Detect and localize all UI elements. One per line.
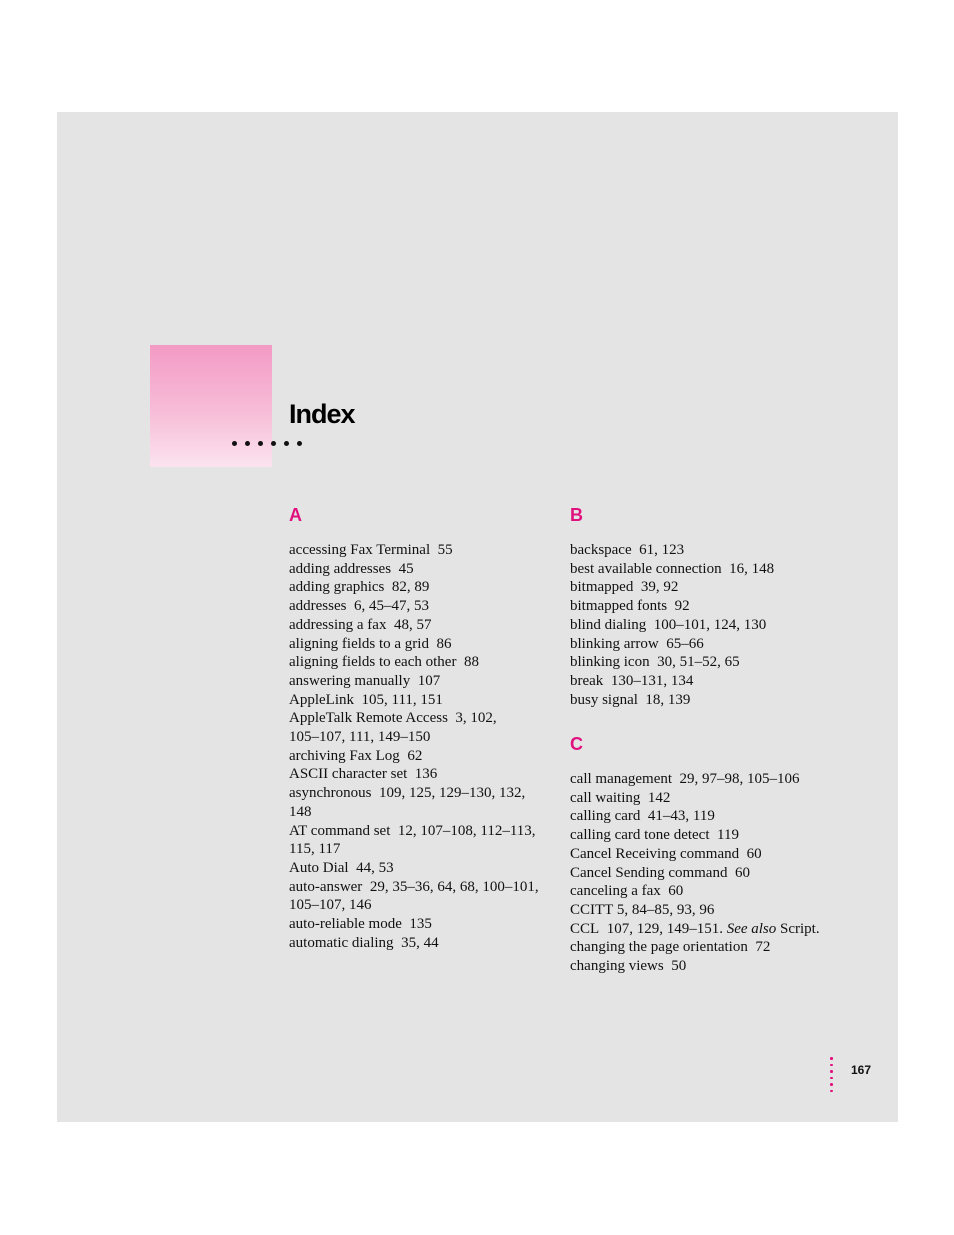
index-term: calling card tone detect [570,827,710,844]
dot [830,1077,833,1080]
index-list-c [570,770,860,976]
dot [245,441,250,446]
index-pages: 86 [436,635,452,652]
index-term: blinking arrow [570,635,659,652]
index-pages: 6, 45–47, 53 [353,598,429,615]
index-entry [289,934,559,953]
index-entry [289,747,559,766]
index-entry [570,938,860,957]
index-entry [570,845,860,864]
index-term: changing the page orientation [570,939,748,956]
index-term: bitmapped [570,579,634,596]
index-entry [570,882,860,901]
section-letter-b: B [570,505,583,525]
index-entry [570,578,860,597]
index-pages: 88 [463,654,479,671]
index-pages: 61, 123 [639,542,685,558]
index-pages: 100–101, 124, 130 [653,616,767,633]
index-entry [289,859,559,878]
index-pages: 142 [647,789,671,806]
index-pages: 50 [671,958,687,975]
index-entry [289,653,559,672]
index-pages-continued: 148 [289,803,312,820]
index-term: CCL [570,920,600,937]
index-entry [289,541,559,560]
index-term: AppleTalk Remote Access [289,710,448,727]
index-entry [289,878,559,915]
see-also-label: See also [726,920,777,937]
index-pages: 136 [414,766,438,783]
index-pages: 65–66 [666,635,704,652]
index-term: changing views [570,958,664,975]
dot [830,1057,833,1060]
index-entry [570,864,860,883]
index-term: blinking icon [570,654,650,671]
index-entry [289,578,559,597]
index-entry [289,635,559,654]
index-term: archiving Fax Log [289,747,400,764]
index-term: AT command set [289,822,391,839]
index-term: call waiting [570,789,641,806]
index-pages: 60 [734,864,750,881]
index-pages: 5, 84–85, 93, 96 [616,901,715,918]
page-number: 167 [851,1063,872,1077]
index-term: aligning fields to each other [289,654,457,671]
index-pages: 60 [668,883,684,900]
index-term: calling card [570,808,641,825]
dot [830,1083,833,1086]
index-term: break [570,672,604,689]
index-term: blind dialing [570,616,647,633]
index-pages: 109, 125, 129–130, 132, [379,785,526,802]
index-pages: 107 [417,672,441,689]
index-term: ASCII character set [289,766,408,783]
index-pages: 12, 107–108, 112–113, [397,822,536,839]
index-entry [289,765,559,784]
index-term: addressing a fax [289,616,387,633]
dot [284,441,289,446]
index-pages: 29, 97–98, 105–106 [679,771,800,787]
index-list-a [289,541,559,952]
index-entry [289,672,559,691]
index-term: auto-answer [289,878,363,895]
index-pages: 62 [407,747,423,764]
index-entry [570,541,860,560]
index-entry [289,560,559,579]
dot [232,441,237,446]
index-pages-continued: 105–107, 111, 149–150 [289,729,431,746]
index-entry [570,691,860,710]
index-term: CCITT [570,901,614,918]
index-pages: 60 [746,845,762,862]
index-term: Cancel Sending command [570,864,728,881]
index-term: Cancel Receiving command [570,845,740,862]
index-pages: 39, 92 [640,579,679,596]
index-term: answering manually [289,672,411,689]
index-term: adding addresses [289,560,392,577]
index-entry [570,597,860,616]
index-list-b [570,541,860,709]
index-entry [289,784,559,821]
page-title: Index [289,399,355,429]
index-entry [289,822,559,859]
index-pages: 44, 53 [356,859,394,876]
index-term: auto-reliable mode [289,916,402,933]
index-entry [570,957,860,976]
dot [830,1070,833,1073]
index-entry [289,616,559,635]
index-term: accessing Fax Terminal [289,542,431,558]
see-also-target: Script. [780,920,820,937]
index-entry [570,826,860,845]
index-term: adding graphics [289,579,385,596]
index-entry [570,616,860,635]
index-entry [570,653,860,672]
index-pages: 45 [398,560,414,577]
index-pages: 119 [717,827,739,844]
index-term: asynchronous [289,785,372,802]
index-pages: 41–43, 119 [647,808,715,825]
index-pages: 135 [409,916,432,933]
index-entry [289,597,559,616]
index-entry [570,920,860,939]
index-term: bitmapped fonts [570,598,668,615]
dot [271,441,276,446]
index-pages: 55 [437,542,453,558]
index-term: aligning fields to a grid [289,635,429,652]
index-entry [289,915,559,934]
index-pages: 72 [755,939,771,956]
section-letter-a: A [289,505,302,525]
index-pages: 107, 129, 149–151. [606,920,723,937]
index-entry [570,901,860,920]
index-pages: 16, 148 [729,560,775,577]
dot [258,441,263,446]
folio-dot-rule [830,1057,833,1096]
index-term: AppleLink [289,691,354,708]
index-entry [570,672,860,691]
index-term: Auto Dial [289,859,349,876]
index-pages: 18, 139 [645,691,691,708]
index-pages: 29, 35–36, 64, 68, 100–101, [369,878,539,895]
index-pages-continued: 105–107, 146 [289,897,372,914]
index-term: best available connection [570,560,722,577]
index-pages: 35, 44 [401,934,439,951]
index-entry [570,789,860,808]
index-term: backspace [570,542,632,558]
dot [297,441,302,446]
index-pages: 130–131, 134 [610,672,694,689]
index-pages: 30, 51–52, 65 [657,654,740,671]
index-pages: 48, 57 [393,616,432,633]
index-term: busy signal [570,691,638,708]
index-term: canceling a fax [570,883,661,900]
dot [830,1064,833,1067]
index-pages: 3, 102, [455,710,497,727]
section-letter-c: C [570,734,583,754]
index-term: automatic dialing [289,934,394,951]
index-pages: 82, 89 [391,579,430,596]
index-entry [570,635,860,654]
dot [830,1090,833,1093]
index-term: call management [570,771,673,787]
index-entry [570,807,860,826]
index-pages: 105, 111, 151 [361,691,443,708]
index-entry [289,691,559,710]
index-entry [570,770,860,789]
title-dot-rule [232,441,310,453]
index-entry [289,709,559,746]
index-term: addresses [289,598,347,615]
index-entry [570,560,860,579]
index-pages: 92 [674,598,690,615]
index-pages-continued: 115, 117 [289,841,341,858]
